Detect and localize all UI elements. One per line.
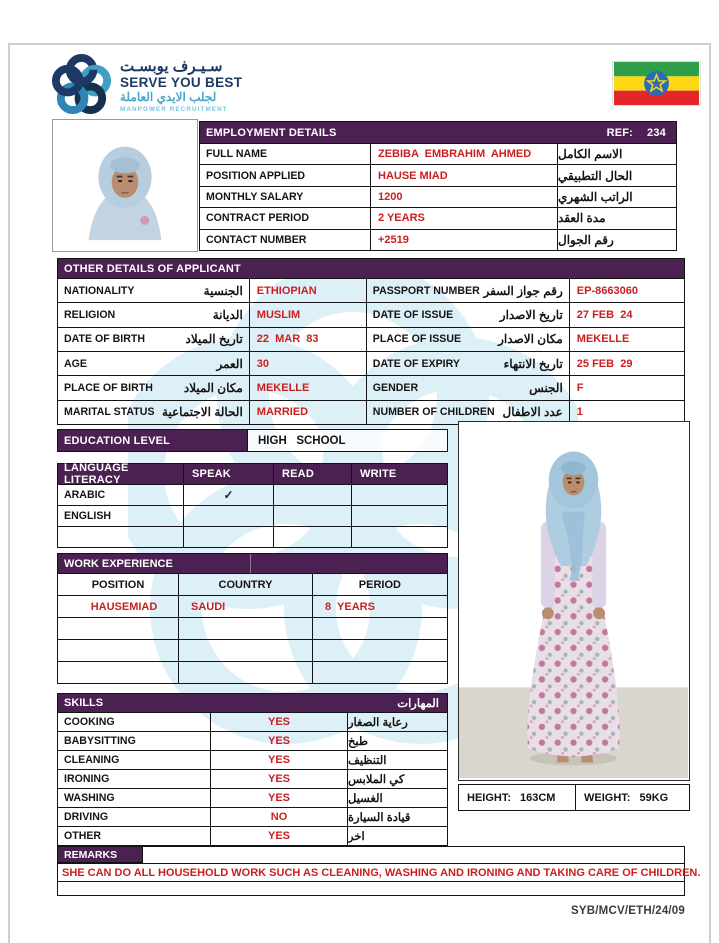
cleaning-label: CLEANING	[58, 751, 211, 770]
babysitting-value: YES	[211, 732, 348, 751]
write-header: WRITE	[352, 464, 448, 485]
full-name-value: ZEBIBA EMBRAHIM AHMED	[371, 144, 558, 165]
table-row	[58, 376, 685, 400]
table-row	[58, 808, 448, 827]
employment-details-title: EMPLOYMENT DETAILS	[206, 126, 337, 139]
religion-value: MUSLIM	[250, 303, 367, 327]
height-label: HEIGHT:	[467, 791, 511, 804]
date-of-birth-label: DATE OF BIRTH	[64, 333, 146, 346]
applicant-headshot-photo	[52, 119, 198, 252]
remarks-title: REMARKS	[57, 846, 143, 863]
ref-value: 234	[647, 126, 666, 139]
cooking-label: COOKING	[58, 713, 211, 732]
remarks-box	[57, 863, 701, 896]
marital-status-value: MARRIED	[250, 401, 367, 425]
country-header: COUNTRY	[179, 574, 313, 596]
monthly-salary-value: 1200	[371, 187, 558, 208]
place-of-birth-label: PLACE OF BIRTH	[64, 381, 153, 394]
language-literacy-table	[57, 463, 448, 548]
ethiopia-flag-icon	[612, 61, 701, 106]
table-row	[58, 485, 448, 506]
place-of-birth-value: MEKELLE	[250, 376, 367, 400]
date-of-expiry-label: DATE OF EXPIRY	[372, 357, 460, 370]
table-row	[58, 789, 448, 808]
number-of-children-label: NUMBER OF CHILDREN	[372, 406, 495, 419]
age-label: AGE	[64, 357, 87, 370]
english-speak-cell	[184, 506, 274, 527]
contact-number-arabic: رقم الجوال	[558, 230, 677, 251]
nationality-label: NATIONALITY	[64, 284, 135, 297]
other-skill-label: OTHER	[58, 827, 211, 846]
empty-cell	[58, 618, 179, 640]
place-of-issue-value: MEKELLE	[570, 328, 685, 352]
date-of-issue-value: 27 FEB 24	[570, 303, 685, 327]
table-row	[58, 303, 685, 327]
language-arabic-label: ARABIC	[58, 485, 184, 506]
experience-position-value: HAUSEMIAD	[58, 596, 179, 618]
company-logo	[50, 54, 242, 117]
date-of-issue-arabic: تاريخ الاصدار	[499, 307, 563, 322]
arabic-write-cell	[352, 485, 448, 506]
religion-label: RELIGION	[64, 308, 116, 321]
nationality-arabic: الجنسية	[203, 283, 243, 298]
age-value: 30	[250, 352, 367, 376]
weight-value: 59KG	[639, 791, 669, 804]
other-skill-arabic: اخر	[348, 827, 448, 846]
experience-period-value: 8 YEARS	[313, 596, 448, 618]
ironing-value: YES	[211, 770, 348, 789]
employment-details-header	[200, 122, 677, 144]
gender-label: GENDER	[372, 381, 419, 394]
cleaning-value: YES	[211, 751, 348, 770]
skills-header	[58, 694, 448, 713]
table-row	[58, 732, 448, 751]
empty-language-cell	[58, 527, 184, 548]
passport-number-label: PASSPORT NUMBER	[372, 284, 480, 297]
table-row	[58, 640, 448, 662]
age-arabic: العمر	[216, 356, 243, 371]
read-header: READ	[274, 464, 352, 485]
monthly-salary-label: MONTHLY SALARY	[200, 187, 371, 208]
interlocking-circles-logo-icon	[50, 54, 113, 117]
table-row	[58, 662, 448, 684]
driving-arabic: قيادة السيارة	[348, 808, 448, 827]
other-details-table	[57, 258, 685, 425]
logo-arabic-name: سـيـرف يوبسـت	[120, 57, 223, 75]
marital-status-label: MARITAL STATUS	[64, 406, 155, 419]
contact-number-label: CONTACT NUMBER	[200, 230, 371, 251]
babysitting-label: BABYSITTING	[58, 732, 211, 751]
place-of-issue-arabic: مكان الاصدار	[498, 332, 563, 347]
contact-number-value: +2519	[371, 230, 558, 251]
logo-english-name: SERVE YOU BEST	[120, 74, 243, 90]
babysitting-arabic: طبخ	[348, 732, 448, 751]
table-row	[58, 751, 448, 770]
table-row	[58, 279, 685, 303]
table-row	[58, 527, 448, 548]
date-of-birth-arabic: تاريخ الميلاد	[185, 332, 243, 347]
cooking-value: YES	[211, 713, 348, 732]
skills-title: SKILLS	[64, 697, 104, 709]
ironing-label: IRONING	[58, 770, 211, 789]
driving-value: NO	[211, 808, 348, 827]
empty-cell	[58, 640, 179, 662]
checkmark-icon: ✓	[184, 485, 274, 506]
full-name-arabic: الاسم الكامل	[558, 144, 677, 165]
empty-cell	[313, 640, 448, 662]
contract-period-label: CONTRACT PERIOD	[200, 208, 371, 229]
education-level-table	[57, 429, 448, 452]
contract-period-arabic: مدة العقد	[558, 208, 677, 229]
height-value: 163CM	[520, 791, 556, 804]
empty-cell	[313, 618, 448, 640]
ref-label: REF:	[606, 126, 634, 139]
empty-cell	[179, 662, 313, 684]
period-header: PERIOD	[313, 574, 448, 596]
education-level-label: EDUCATION LEVEL	[58, 430, 248, 452]
empty-cell	[313, 662, 448, 684]
other-details-title: OTHER DETAILS OF APPLICANT	[58, 259, 685, 279]
ironing-arabic: كي الملابس	[348, 770, 448, 789]
logo-arabic-tagline: لجلب الايدي العاملة	[120, 89, 217, 104]
remarks-header-cell	[143, 846, 685, 863]
empty-cell	[352, 527, 448, 548]
position-applied-value: HAUSE MIAD	[371, 165, 558, 186]
cleaning-arabic: التنظيف	[348, 751, 448, 770]
empty-cell	[274, 527, 352, 548]
empty-cell	[179, 618, 313, 640]
document-reference-code: SYB/MCV/ETH/24/09	[571, 905, 685, 917]
table-row	[58, 618, 448, 640]
skills-table	[57, 693, 448, 846]
gender-arabic: الجنس	[529, 380, 563, 395]
table-row	[58, 328, 685, 352]
logo-english-tagline: MANPOWER RECRUITMENT	[120, 105, 228, 113]
washing-label: WASHING	[58, 789, 211, 808]
work-experience-header	[57, 553, 448, 573]
other-skill-value: YES	[211, 827, 348, 846]
gender-value: F	[570, 376, 685, 400]
education-level-value: HIGH SCHOOL	[248, 430, 448, 452]
nationality-value: ETHIOPIAN	[250, 279, 367, 303]
date-of-issue-label: DATE OF ISSUE	[372, 308, 454, 321]
table-row	[58, 506, 448, 527]
english-read-cell	[274, 506, 352, 527]
cooking-arabic: رعاية الصغار	[348, 713, 448, 732]
weight-label: WEIGHT:	[584, 791, 631, 804]
date-of-expiry-arabic: تاريخ الانتهاء	[503, 356, 563, 371]
table-row	[58, 713, 448, 732]
measurements-table	[458, 784, 690, 811]
experience-country-value: SAUDI	[179, 596, 313, 618]
skills-title-arabic: المهارات	[397, 698, 439, 710]
empty-cell	[179, 640, 313, 662]
table-row	[58, 827, 448, 846]
table-row	[58, 770, 448, 789]
work-experience-title: WORK EXPERIENCE	[64, 557, 173, 570]
position-header: POSITION	[58, 574, 179, 596]
driving-label: DRIVING	[58, 808, 211, 827]
language-literacy-header: LANGUAGE LITERACY	[58, 464, 184, 485]
arabic-read-cell	[274, 485, 352, 506]
position-applied-arabic: الحال التطبيقي	[558, 165, 677, 186]
monthly-salary-arabic: الراتب الشهري	[558, 187, 677, 208]
full-name-label: FULL NAME	[200, 144, 371, 165]
table-row	[58, 596, 448, 618]
date-of-expiry-value: 25 FEB 29	[570, 352, 685, 376]
empty-cell	[184, 527, 274, 548]
remarks-text: SHE CAN DO ALL HOUSEHOLD WORK SUCH AS CLEANING, WASHING AND IRONING AND TAKING CARE OF CHILDREN.	[58, 864, 684, 882]
contract-period-value: 2 YEARS	[371, 208, 558, 229]
empty-cell	[58, 662, 179, 684]
position-applied-label: POSITION APPLIED	[200, 165, 371, 186]
marital-status-arabic: الحالة الاجتماعية	[161, 405, 243, 420]
washing-value: YES	[211, 789, 348, 808]
language-english-label: ENGLISH	[58, 506, 184, 527]
speak-header: SPEAK	[184, 464, 274, 485]
applicant-fullbody-photo	[458, 421, 690, 781]
table-row	[58, 352, 685, 376]
english-write-cell	[352, 506, 448, 527]
number-of-children-value: 1	[570, 401, 685, 425]
passport-number-arabic: رقم جواز السفر	[483, 283, 563, 298]
passport-number-value: EP-8663060	[570, 279, 685, 303]
employment-details-table	[199, 121, 677, 251]
number-of-children-arabic: عدد الاطفال	[502, 405, 563, 420]
place-of-birth-arabic: مكان الميلاد	[183, 380, 243, 395]
date-of-birth-value: 22 MAR 83	[250, 328, 367, 352]
place-of-issue-label: PLACE OF ISSUE	[372, 333, 462, 346]
washing-arabic: الغسيل	[348, 789, 448, 808]
work-experience-table	[57, 573, 448, 684]
religion-arabic: الديانة	[212, 307, 243, 322]
